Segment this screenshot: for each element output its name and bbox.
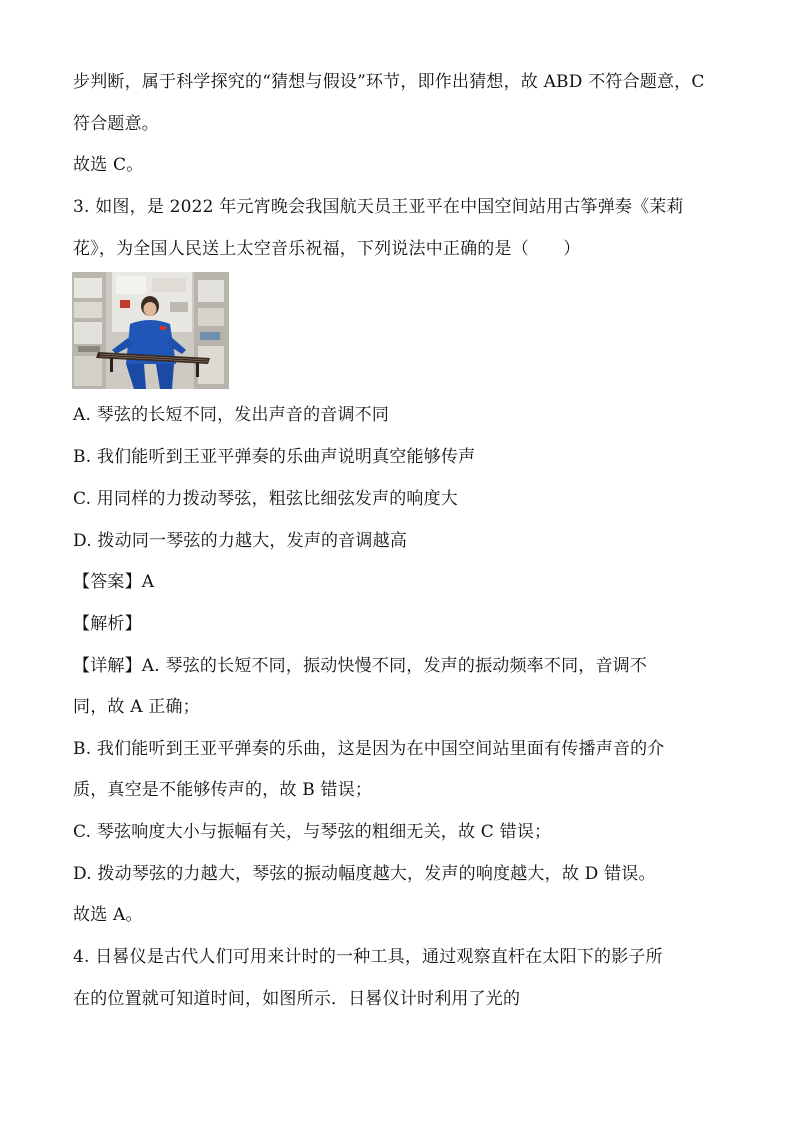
question-4-stem: 4. 日晷仪是古代人们可用来计时的一种工具，通过观察直杆在太阳下的影子所 — [73, 947, 663, 967]
explanation-line: B. 我们能听到王亚平弹奏的乐曲，这是因为在中国空间站里面有传播声音的介 — [73, 739, 665, 759]
explanation-line: 【详解】A. 琴弦的长短不同，振动快慢不同，发声的振动频率不同，音调不 — [73, 656, 648, 676]
option-a: A. 琴弦的长短不同，发出声音的音调不同 — [73, 405, 390, 425]
explanation-line: D. 拨动琴弦的力越大，琴弦的振动幅度越大，发声的响度越大，故 D 错误。 — [73, 864, 656, 884]
explanation-line: C. 琴弦响度大小与振幅有关，与琴弦的粗细无关，故 C 错误； — [73, 822, 552, 842]
question-4-stem-cont: 在的位置就可知道时间，如图所示．日晷仪计时利用了光的 — [73, 989, 521, 1009]
answer-label: 【答案】A — [73, 572, 155, 592]
astronaut-guzheng-photo — [72, 272, 229, 389]
analysis-label: 【解析】 — [73, 614, 142, 634]
conclusion-line: 故选 A。 — [73, 905, 143, 925]
option-c: C. 用同样的力拨动琴弦，粗弦比细弦发声的响度大 — [73, 489, 459, 509]
explanation-line: 同，故 A 正确； — [73, 697, 200, 717]
option-d: D. 拨动同一琴弦的力越大，发声的音调越高 — [73, 531, 408, 551]
explanation-line: 质，真空是不能够传声的，故 B 错误； — [73, 780, 373, 800]
option-b: B. 我们能听到王亚平弹奏的乐曲声说明真空能够传声 — [73, 447, 476, 467]
text-line: 故选 C。 — [73, 155, 144, 175]
text-line: 符合题意。 — [73, 114, 159, 134]
text-line: 步判断，属于科学探究的“猜想与假设”环节，即作出猜想，故 ABD 不符合题意，C — [73, 72, 705, 92]
question-3-stem: 3. 如图，是 2022 年元宵晚会我国航天员王亚平在中国空间站用古筝弹奏《茉莉 — [73, 197, 684, 217]
question-3-stem-cont: 花》，为全国人民送上太空音乐祝福，下列说法中正确的是（ ） — [73, 239, 581, 259]
